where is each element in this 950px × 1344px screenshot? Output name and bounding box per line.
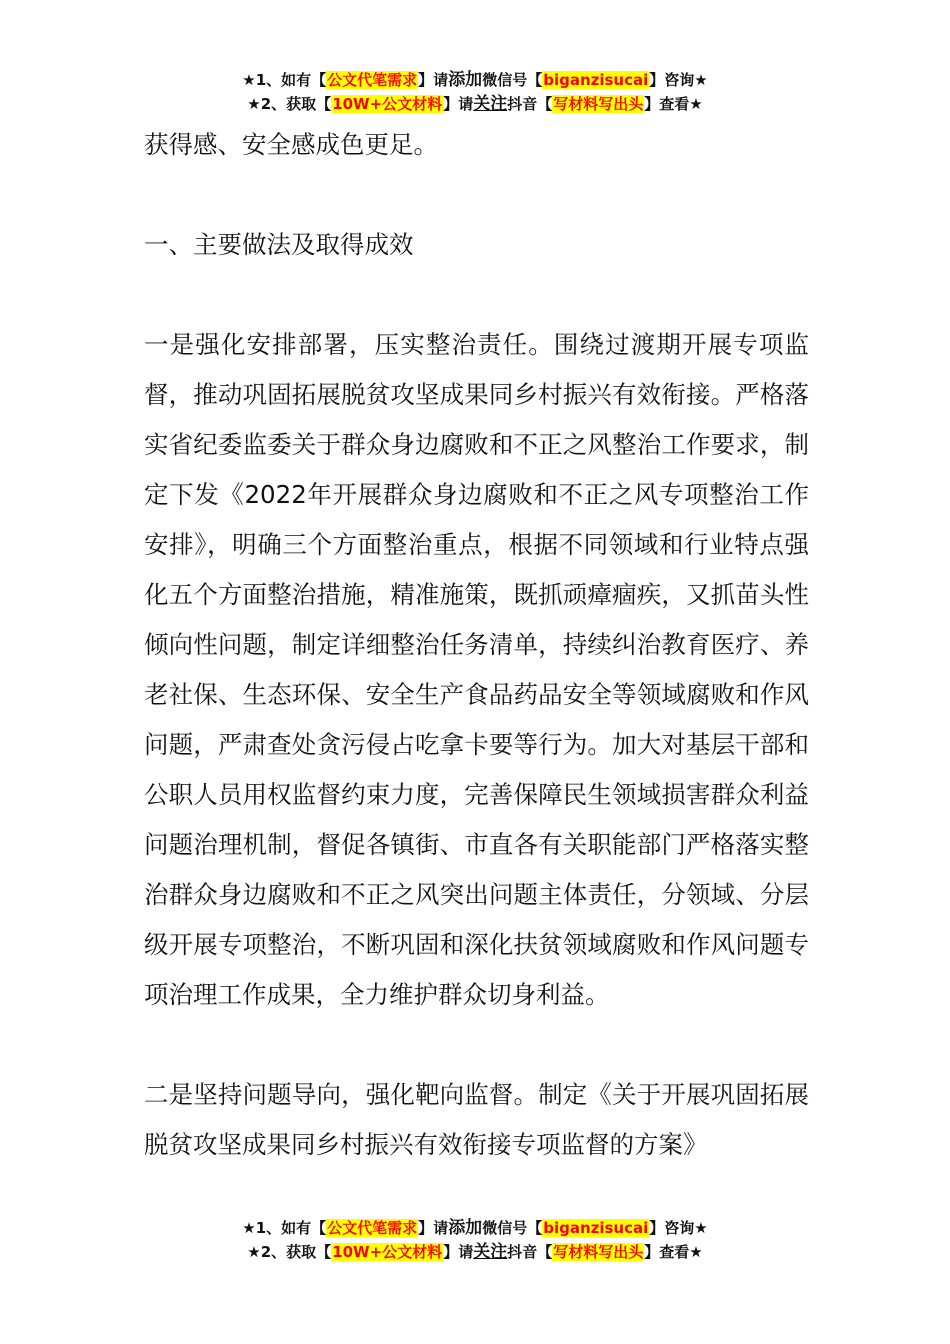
promo-text: 】咨询★ <box>649 1219 708 1237</box>
promo-text: 】请 <box>443 1243 474 1261</box>
promo-text: 关注 <box>473 1242 508 1262</box>
promo-text: ★2、获取【 <box>247 1243 332 1261</box>
promo-douyin-id: 写材料写出头 <box>553 95 644 113</box>
body-paragraph-1: 一是强化安排部署，压实整治责任。围绕过渡期开展专项监督，推动巩固拓展脱贫攻坚成果同乡村振兴有效衔接。严格落实省纪委监委关于群众身边腐败和不正之风整治工作要求，制定下发《2022年开展群众身边腐败和不正之风专项整治工作安排》，明确三个方面整治重点，根据不同领域和行业特点强化五个方面整治措施，精准施策，既抓顽瘴痼疾，又抓苗头性倾向性问题，制定详细整治任务清单，持续纠治教育医疗、养老社保、生态环保、安全生产食品药品安全等领域腐败和作风问题，严肃查处贪污侵占吃拿卡要等行为。加大对基层干部和公职人员用权监督约束力度，完善保障民生领域损害群众利益问题治理机制，督促各镇街、市直各有关职能部门严格落实整治群众身边腐败和不正之风突出问题主体责任，分领域、分层级开展专项整治，不断巩固和深化扶贫领域腐败和作风问题专项治理工作成果，全力维护群众切身利益。 <box>144 330 809 1009</box>
promo-text: 】请 <box>418 71 449 89</box>
promo-douyin-id: 写材料写出头 <box>553 1243 644 1261</box>
promo-text: ★2、获取【 <box>247 95 332 113</box>
promo-text: ★1、如有【 <box>242 1219 327 1237</box>
promo-text: ★1、如有【 <box>242 71 327 89</box>
footer-promo-banner <box>0 1216 950 1264</box>
promo-wechat-id: biganzisucai <box>543 71 649 89</box>
promo-text: 添加 <box>448 1218 483 1238</box>
section-heading: 一、主要做法及取得成效 <box>144 230 414 259</box>
promo-wechat-id: biganzisucai <box>543 1219 649 1237</box>
promo-text: 微信号【 <box>482 71 543 89</box>
promo-highlight: 公文代笔需求 <box>327 71 418 89</box>
promo-line-2 <box>0 92 950 116</box>
promo-line-2 <box>0 1240 950 1264</box>
header-promo-banner <box>0 68 950 116</box>
promo-highlight: 10W+公文材料 <box>332 1243 443 1261</box>
promo-text: 关注 <box>473 94 508 114</box>
promo-text: 】请 <box>443 95 474 113</box>
promo-text: 添加 <box>448 70 483 90</box>
document-body <box>144 120 809 1170</box>
promo-line-1 <box>0 68 950 92</box>
promo-text: 】查看★ <box>644 95 703 113</box>
promo-highlight: 10W+公文材料 <box>332 95 443 113</box>
promo-text: 微信号【 <box>482 1219 543 1237</box>
promo-line-1 <box>0 1216 950 1240</box>
body-paragraph-2: 二是坚持问题导向，强化靶向监督。制定《关于开展巩固拓展脱贫攻坚成果同乡村振兴有效衔接专项监督的方案》 <box>144 1080 809 1159</box>
promo-highlight: 公文代笔需求 <box>327 1219 418 1237</box>
promo-text: 】咨询★ <box>649 71 708 89</box>
promo-text: 】请 <box>418 1219 449 1237</box>
intro-paragraph: 获得感、安全感成色更足。 <box>144 130 438 159</box>
promo-text: 】查看★ <box>644 1243 703 1261</box>
promo-text: 抖音【 <box>507 1243 553 1261</box>
promo-text: 抖音【 <box>507 95 553 113</box>
